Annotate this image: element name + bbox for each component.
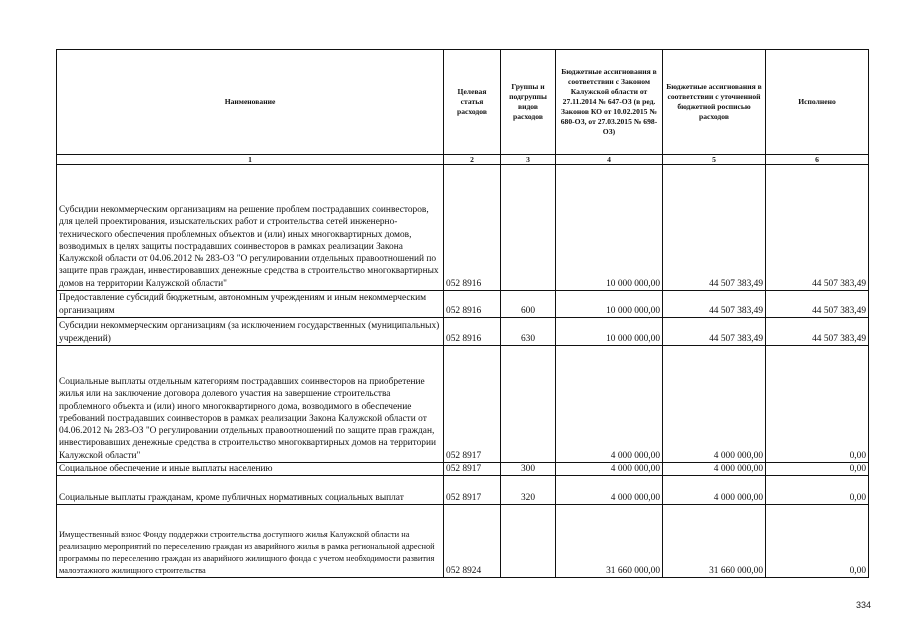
budget-table (56, 49, 869, 578)
column-number-row (57, 155, 869, 165)
row-refined-amount: 4 000 000,00 (663, 346, 766, 463)
row-law-amount: 31 660 000,00 (556, 505, 663, 578)
row-target-code: 052 8917 (444, 346, 501, 463)
column-number: 5 (663, 155, 766, 165)
row-law-amount: 10 000 000,00 (556, 165, 663, 291)
row-refined-amount: 4 000 000,00 (663, 463, 766, 476)
row-law-amount: 10 000 000,00 (556, 318, 663, 346)
row-law-amount: 4 000 000,00 (556, 476, 663, 505)
row-executed-amount: 0,00 (766, 476, 869, 505)
header-executed: Исполнено (766, 50, 869, 155)
row-target-code: 052 8917 (444, 476, 501, 505)
row-executed-amount: 44 507 383,49 (766, 291, 869, 318)
row-law-amount: 4 000 000,00 (556, 463, 663, 476)
row-refined-amount: 31 660 000,00 (663, 505, 766, 578)
header-row (57, 50, 869, 155)
row-refined-amount: 44 507 383,49 (663, 291, 766, 318)
column-number: 2 (444, 155, 501, 165)
row-executed-amount: 0,00 (766, 346, 869, 463)
header-law-allocations: Бюджетные ассигнования в соответствии с Законом Калужской области от 27.11.2014 № 647-ОЗ (в ред. Законов КО от 10.02.2015 № 680-ОЗ, от 27.03.2015 № 698-ОЗ) (556, 50, 663, 155)
row-law-amount: 4 000 000,00 (556, 346, 663, 463)
row-group-code: 630 (501, 318, 556, 346)
row-target-code: 052 8916 (444, 291, 501, 318)
column-number: 1 (57, 155, 444, 165)
row-executed-amount: 0,00 (766, 463, 869, 476)
row-law-amount: 10 000 000,00 (556, 291, 663, 318)
header-name: Наименование (57, 50, 444, 155)
column-number: 6 (766, 155, 869, 165)
row-target-code: 052 8917 (444, 463, 501, 476)
row-refined-amount: 44 507 383,49 (663, 318, 766, 346)
row-executed-amount: 44 507 383,49 (766, 165, 869, 291)
header-refined-allocations: Бюджетные ассигнования в соответствии с уточненной бюджетной росписью расходов (663, 50, 766, 155)
table-row (57, 463, 869, 476)
table-row (57, 318, 869, 346)
row-target-code: 052 8924 (444, 505, 501, 578)
table-row (57, 505, 869, 578)
row-group-code: 320 (501, 476, 556, 505)
row-name: Имущественный взнос Фонду поддержки строительства доступного жилья Калужской области на реализацию мероприятий по переселению граждан из аварийного жилья в рамка региональной адресной программы по переселению граждан из аварийного жилищного фонда с учетом необходимости развития малоэтажного жилищного строительства (57, 505, 444, 578)
row-group-code (501, 165, 556, 291)
header-expense-groups: Группы и подгруппы видов расходов (501, 50, 556, 155)
row-name: Субсидии некоммерческим организациям на решение проблем пострадавших соинвесторов, для целей проектирования, изыскательских работ и строительства сетей инженерно-технического обеспечения проблемных объектов и (или) иных многоквартирных домов, возводимых в целях защиты пострадавших соинвесторов в рамках реализации Закона Калужской области от 04.06.2012 № 283-ОЗ "О регулировании отдельных правоотношений по защите прав граждан, инвестировавших денежные средства в строительство многоквартирных домов на территории Калужской области" (57, 165, 444, 291)
row-target-code: 052 8916 (444, 165, 501, 291)
row-group-code (501, 505, 556, 578)
column-number: 4 (556, 155, 663, 165)
row-name: Субсидии некоммерческим организациям (за исключением государственных (муниципальных) учреждений) (57, 318, 444, 346)
row-name: Предоставление субсидий бюджетным, автономным учреждениям и иным некоммерческим организациям (57, 291, 444, 318)
row-name: Социальные выплаты отдельным категориям пострадавших соинвесторов на приобретение жилья или на заключение договора долевого участия на завершение строительства проблемного объекта и (или) иного многоквартирного дома, возводимого в обеспечение требований пострадавших соинвесторов в рамках реализации Закона Калужской области от 04.06.2012 № 283-ОЗ "О регулировании отдельных правоотношений по защите прав граждан, инвестировавших денежные средства в строительство многоквартирных домов на территории Калужской области" (57, 346, 444, 463)
row-executed-amount: 44 507 383,49 (766, 318, 869, 346)
row-refined-amount: 44 507 383,49 (663, 165, 766, 291)
table-row (57, 346, 869, 463)
table-row (57, 291, 869, 318)
row-target-code: 052 8916 (444, 318, 501, 346)
row-group-code: 600 (501, 291, 556, 318)
page-number: 334 (856, 600, 872, 610)
row-refined-amount: 4 000 000,00 (663, 476, 766, 505)
row-group-code (501, 346, 556, 463)
column-number: 3 (501, 155, 556, 165)
table-row (57, 165, 869, 291)
row-group-code: 300 (501, 463, 556, 476)
row-name: Социальные выплаты гражданам, кроме публичных нормативных социальных выплат (57, 476, 444, 505)
header-target-article: Целевая статья расходов (444, 50, 501, 155)
row-name: Социальное обеспечение и иные выплаты населению (57, 463, 444, 476)
table-row (57, 476, 869, 505)
row-executed-amount: 0,00 (766, 505, 869, 578)
